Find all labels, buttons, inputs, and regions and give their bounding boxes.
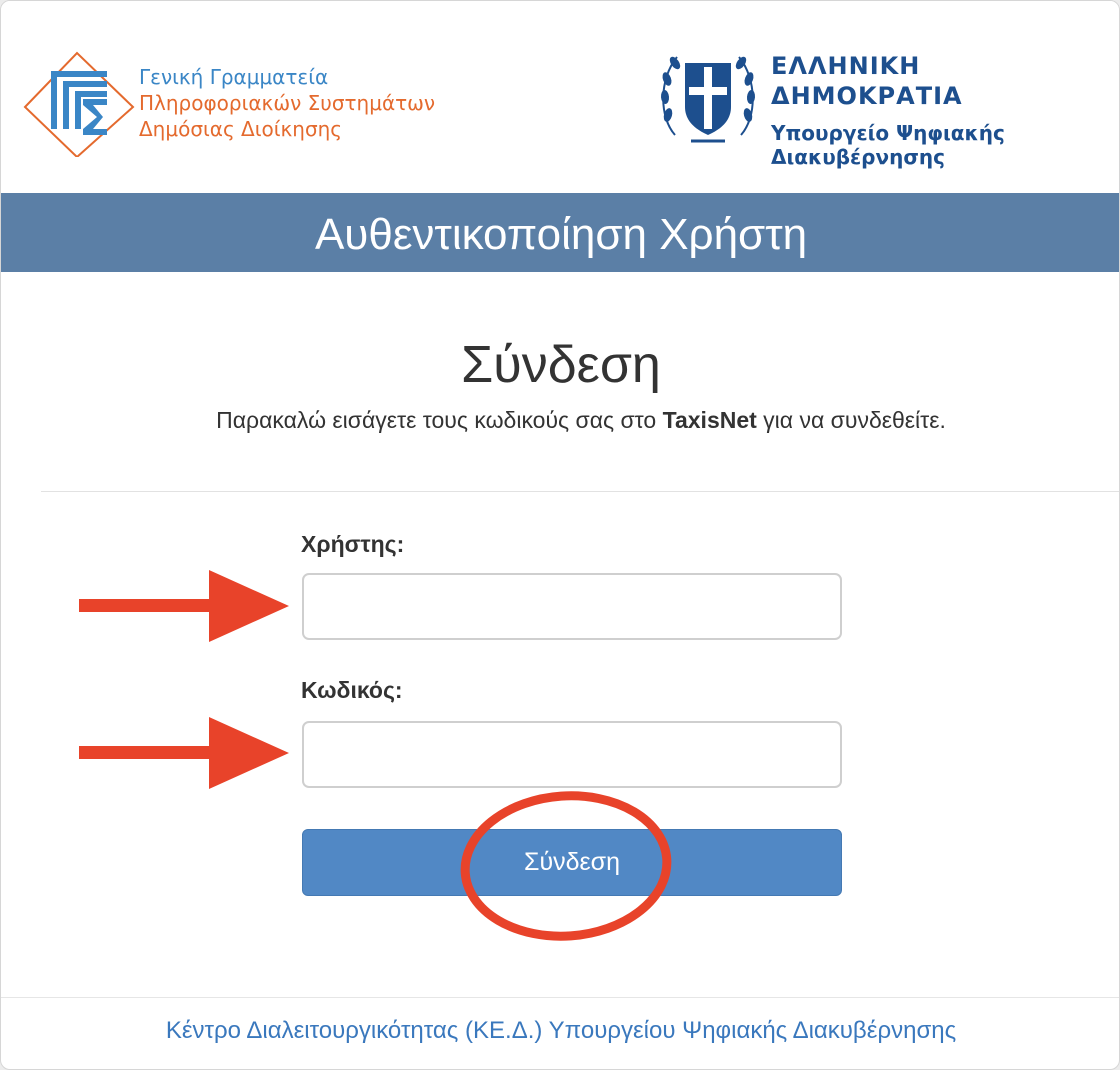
gov-line2: Υπουργείο Ψηφιακής [771, 121, 1005, 145]
subtitle-text-end: για να συνδεθείτε. [756, 407, 946, 433]
header [1, 1, 1120, 193]
gov-name [771, 51, 1120, 169]
gov-line3: Διακυβέρνησης [771, 145, 946, 169]
divider [41, 491, 1120, 492]
subtitle-brand: TaxisNet [662, 407, 757, 433]
username-label: Χρήστης: [301, 531, 405, 557]
gsis-line1: Γενική Γραμματεία [139, 65, 329, 89]
password-input[interactable] [302, 721, 842, 788]
gsis-line3: Δημόσιας Διοίκησης [139, 117, 343, 141]
auth-banner: Αυθεντικοποίηση Χρήστη [1, 193, 1120, 272]
footer-link[interactable]: Κέντρο Διαλειτουργικότητας (ΚΕ.Δ.) Υπουργείου Ψηφιακής Διακυβέρνησης [165, 1017, 957, 1044]
subtitle-text: Παρακαλώ εισάγετε τους κωδικούς σας στο [216, 407, 663, 433]
login-subtitle [1, 407, 1120, 434]
gsis-logo-icon [19, 45, 139, 157]
username-input[interactable] [302, 573, 842, 640]
password-label: Κωδικός: [301, 677, 403, 703]
login-button[interactable]: Σύνδεση [302, 829, 842, 896]
gsis-name [139, 64, 435, 142]
gsis-line2: Πληροφοριακών Συστημάτων [139, 91, 436, 115]
annotation-arrow-icon [77, 566, 291, 646]
gov-line1: ΕΛΛΗΝΙΚΗ ΔΗΜΟΚΡΑΤΙΑ [771, 52, 963, 110]
annotation-arrow-icon [77, 713, 291, 793]
login-heading: Σύνδεση [461, 336, 661, 394]
greek-emblem-icon [655, 39, 761, 151]
footer-divider [1, 997, 1120, 998]
